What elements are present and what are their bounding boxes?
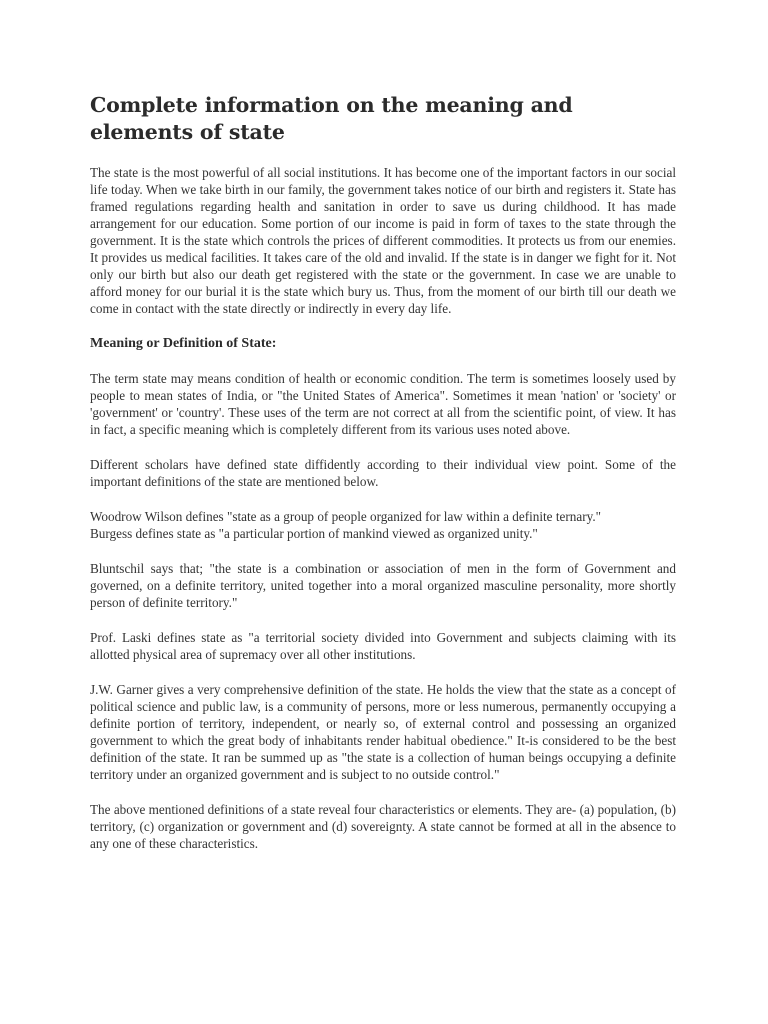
scholars-paragraph: Different scholars have defined state diffidently according to their individual view point. Some of the important definitions of the state are mentioned below.	[90, 457, 676, 489]
garner-definition: J.W. Garner gives a very comprehensive definition of the state. He holds the view that the state as a concept of political science and public law, is a community of persons, more or less numerous, permanently occupying a definite portion of territory, independent, or nearly so, of external control and possessing an organized government to which the great body of inhabitants render habitual obedience." It-is considered to be the best definition of the state. It ran be summed up as "the state is a collection of human beings occupying a definite territory under an organized government and is subject to no outside control."	[90, 682, 676, 782]
laski-definition: Prof. Laski defines state as "a territorial society divided into Government and subjects claiming with its allotted physical area of supremacy over all other institutions.	[90, 630, 676, 662]
term-paragraph: The term state may means condition of health or economic condition. The term is sometimes loosely used by people to mean states of India, or "the United States of America". Sometimes it mean 'nation' or 'society' or 'government' or 'country'. These uses of the term are not correct at all from the scientific point, of view. It has in fact, a specific meaning which is completely different from its various uses noted above.	[90, 371, 676, 437]
section-heading: Meaning or Definition of State:	[90, 336, 277, 351]
wilson-definition: Woodrow Wilson defines "state as a group of people organized for law within a definite ternary."	[90, 509, 601, 524]
elements-paragraph: The above mentioned definitions of a state reveal four characteristics or elements. They are- (a) population, (b) territory, (c) organization or government and (d) sovereignty. A state cannot be formed at all in the absence to any one of these characteristics.	[90, 802, 676, 851]
bluntschil-definition: Bluntschil says that; "the state is a combination or association of men in the form of Government and governed, on a definite territory, united together into a moral organized masculine personality, more shortly person of definite territory."	[90, 561, 676, 610]
burgess-definition: Burgess defines state as "a particular portion of mankind viewed as organized unity."	[90, 526, 538, 541]
intro-paragraph: The state is the most powerful of all social institutions. It has become one of the important factors in our social life today. When we take birth in our family, the government takes notice of our birth and registers it. State has framed regulations regarding health and sanitation in order to save us during childhood. It has made arrangement for our education. Some portion of our income is paid in form of taxes to the state through the government. It is the state which controls the prices of different commodities. It protects us from our enemies. It provides us medical facilities. It takes care of the old and invalid. If the state is in danger we fight for it. Not only our birth but also our death get registered with the state or the government. In case we are unable to afford money for our burial it is the state which bury us. Thus, from the moment of our birth till our death we come in contact with the state directly or indirectly in every day life.	[90, 165, 676, 316]
document-page	[90, 92, 676, 870]
page-title: Complete information on the meaning and elements of state	[90, 93, 573, 144]
